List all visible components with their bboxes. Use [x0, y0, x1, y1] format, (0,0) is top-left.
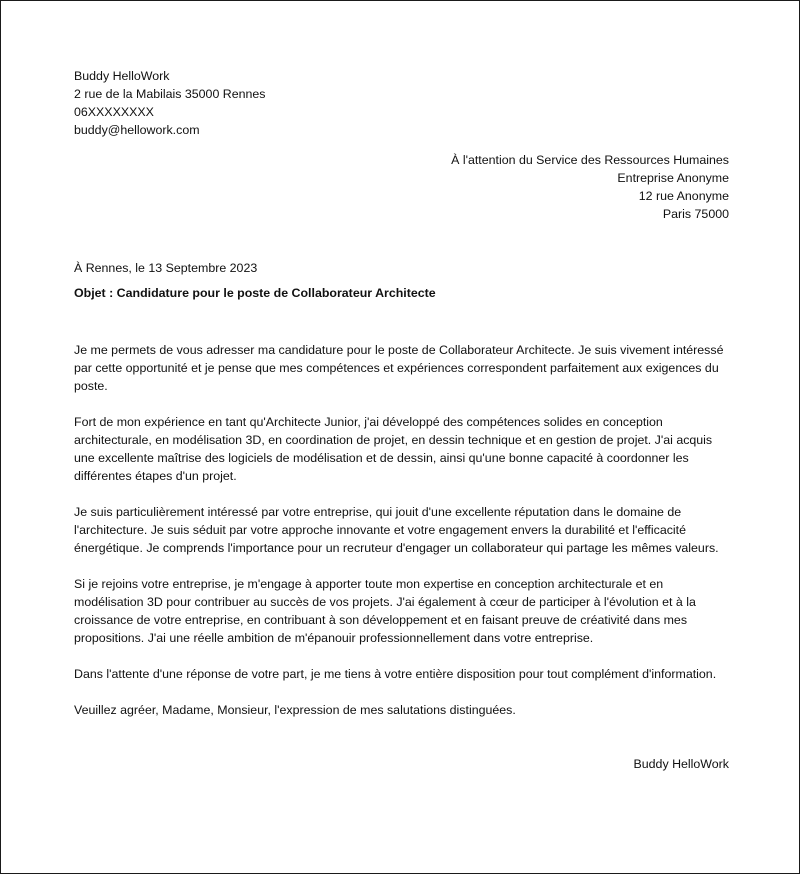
- sender-block: [74, 67, 729, 139]
- letter-body: [74, 341, 729, 719]
- paragraph-commitment: Si je rejoins votre entreprise, je m'engage à apporter toute mon expertise en conception architecturale et en modélisation 3D pour contribuer au succès de vos projets. J'ai également à cœur de participer à l'évolution et à la croissance de votre entreprise, en contribuant à son développement et en faisant preuve de créativité dans mes propositions. J'ai une réelle ambition de m'épanouir professionnellement dans votre entreprise.: [74, 577, 696, 645]
- sender-name: Buddy HelloWork: [74, 69, 170, 83]
- recipient-city: Paris 75000: [662, 207, 729, 221]
- recipient-block: [74, 151, 729, 223]
- recipient-attention: À l'attention du Service des Ressources Humaines: [451, 153, 729, 167]
- subject-line: Objet : Candidature pour le poste de Collaborateur Architecte: [74, 286, 436, 300]
- paragraph-company: Je suis particulièrement intéressé par votre entreprise, qui jouit d'une excellente réputation dans le domaine de l'architecture. Je suis séduit par votre approche innovante et votre engagement envers la durabilité et l'efficacité énergétique. Je comprends l'importance pour un recruteur d'engager un collaborateur qui partage les mêmes valeurs.: [74, 505, 719, 555]
- recipient-company: Entreprise Anonyme: [617, 171, 729, 185]
- recipient-street: 12 rue Anonyme: [638, 189, 729, 203]
- paragraph-availability: Dans l'attente d'une réponse de votre part, je me tiens à votre entière disposition pour tout complément d'information.: [74, 667, 717, 681]
- place-date: À Rennes, le 13 Septembre 2023: [74, 261, 258, 275]
- signature: Buddy HelloWork: [633, 757, 729, 771]
- paragraph-closing: Veuillez agréer, Madame, Monsieur, l'expression de mes salutations distinguées.: [74, 703, 516, 717]
- paragraph-experience: Fort de mon expérience en tant qu'Architecte Junior, j'ai développé des compétences solides en conception architecturale, en modélisation 3D, en coordination de projet, en dessin technique et en gestion de projet. J'ai acquis une excellente maîtrise des logiciels de modélisation et de dessin, ainsi qu'une bonne capacité à coordonner les différentes étapes d'un projet.: [74, 415, 713, 483]
- paragraph-intro: Je me permets de vous adresser ma candidature pour le poste de Collaborateur Architecte. Je suis vivement intéressé par cette opportunité et je pense que mes compétences et expériences correspondent parfaitement aux exigences du poste.: [74, 343, 724, 393]
- sender-address: 2 rue de la Mabilais 35000 Rennes: [74, 87, 266, 101]
- sender-phone: 06XXXXXXXX: [74, 105, 154, 119]
- letter-content: [74, 67, 729, 773]
- sender-email: buddy@hellowork.com: [74, 123, 200, 137]
